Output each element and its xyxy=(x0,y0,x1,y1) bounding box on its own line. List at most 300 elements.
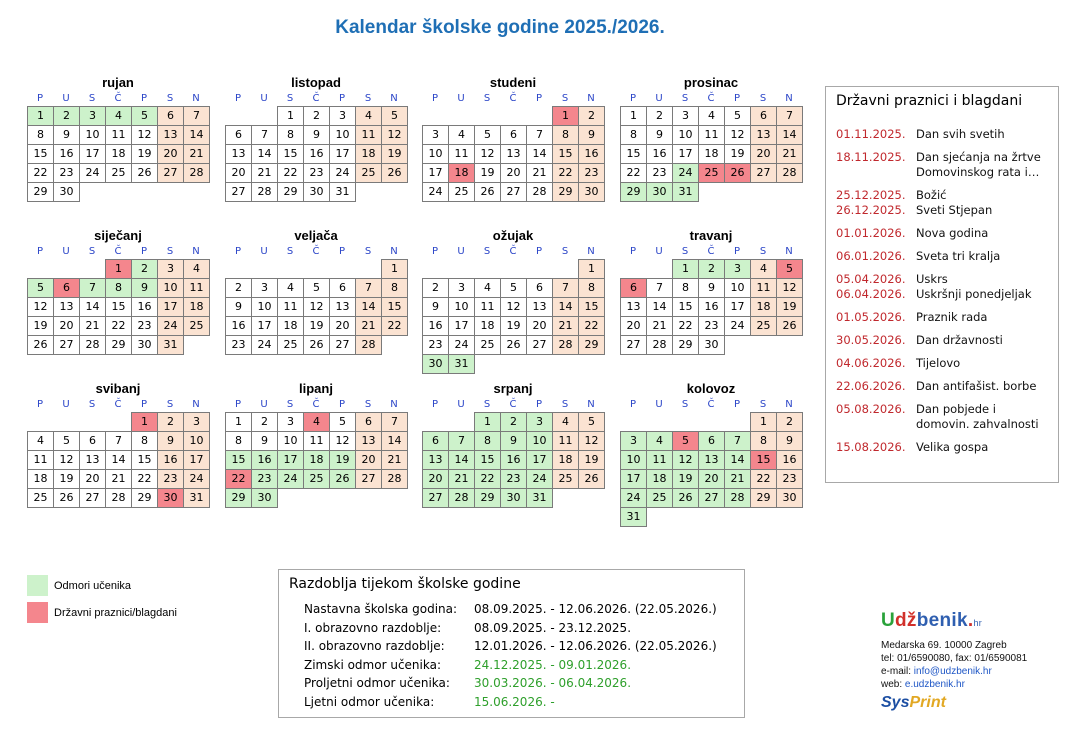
empty-cell xyxy=(27,259,54,279)
day-cell: 6 xyxy=(225,125,252,145)
weekday-label: U xyxy=(62,93,70,104)
day-cell: 24 xyxy=(422,182,449,202)
period-label: I. obrazovno razdoblje: xyxy=(304,620,442,635)
day-cell: 6 xyxy=(329,278,356,298)
holiday-row xyxy=(836,226,1058,241)
day-cell: 22 xyxy=(381,316,408,336)
period-label: Proljetni odmor učenika: xyxy=(304,676,450,690)
weekday-label: N xyxy=(390,246,398,257)
day-cell: 25 xyxy=(27,488,54,508)
day-cell: 25 xyxy=(355,163,382,183)
day-cell: 17 xyxy=(251,316,278,336)
empty-cell xyxy=(448,259,475,279)
publisher-block xyxy=(881,610,1066,712)
weekday-label: P xyxy=(338,399,346,410)
day-cell: 1 xyxy=(105,259,132,279)
weekday-label: Č xyxy=(114,399,122,410)
empty-cell xyxy=(303,259,330,279)
month-days xyxy=(422,259,604,373)
day-cell: 23 xyxy=(157,469,184,489)
day-cell: 18 xyxy=(474,316,501,336)
day-cell: 4 xyxy=(27,431,54,451)
holiday-name: domovin. zahvalnosti xyxy=(916,417,1039,431)
day-cell: 23 xyxy=(646,163,673,183)
weekday-label: P xyxy=(535,93,543,104)
day-cell: 23 xyxy=(53,163,80,183)
weekday-label: S xyxy=(681,93,689,104)
day-cell: 1 xyxy=(27,106,54,126)
day-cell: 16 xyxy=(157,450,184,470)
holiday-group xyxy=(826,310,1058,325)
day-cell: 18 xyxy=(277,316,304,336)
weekday-label: P xyxy=(338,246,346,257)
day-cell: 19 xyxy=(131,144,158,164)
day-cell: 3 xyxy=(277,412,304,432)
day-cell: 29 xyxy=(620,182,647,202)
day-cell: 26 xyxy=(53,488,80,508)
day-cell: 24 xyxy=(277,469,304,489)
weekday-label: P xyxy=(431,246,439,257)
day-cell: 21 xyxy=(79,316,106,336)
day-cell: 19 xyxy=(776,297,803,317)
day-cell: 17 xyxy=(672,144,699,164)
day-cell: 26 xyxy=(303,335,330,355)
day-cell: 26 xyxy=(27,335,54,355)
day-cell: 30 xyxy=(422,354,449,374)
weekday-label: Č xyxy=(509,246,517,257)
month-days xyxy=(27,412,209,507)
day-cell: 6 xyxy=(698,431,725,451)
weekday-label: S xyxy=(759,246,767,257)
day-cell: 5 xyxy=(329,412,356,432)
day-cell: 18 xyxy=(303,450,330,470)
day-cell: 31 xyxy=(526,488,553,508)
day-cell: 15 xyxy=(381,297,408,317)
holidays-list xyxy=(826,127,1058,455)
period-value: 24.12.2025. - 09.01.2026. xyxy=(474,657,632,672)
day-cell: 20 xyxy=(157,144,184,164)
month-name: prosinac xyxy=(683,75,739,90)
day-cell: 2 xyxy=(131,259,158,279)
day-cell: 16 xyxy=(698,297,725,317)
day-cell: 20 xyxy=(750,144,777,164)
day-cell: 7 xyxy=(646,278,673,298)
day-cell: 21 xyxy=(646,316,673,336)
day-cell: 22 xyxy=(578,316,605,336)
day-cell: 28 xyxy=(776,163,803,183)
period-row xyxy=(279,637,744,656)
day-cell: 14 xyxy=(79,297,106,317)
day-cell: 6 xyxy=(500,125,527,145)
day-cell: 14 xyxy=(381,431,408,451)
day-cell: 11 xyxy=(448,144,475,164)
holiday-row xyxy=(836,203,1058,218)
day-cell: 11 xyxy=(698,125,725,145)
day-cell: 25 xyxy=(698,163,725,183)
day-cell: 21 xyxy=(776,144,803,164)
month-1 xyxy=(27,74,209,201)
day-cell: 16 xyxy=(646,144,673,164)
day-cell: 29 xyxy=(27,182,54,202)
day-cell: 27 xyxy=(500,182,527,202)
day-cell: 26 xyxy=(329,469,356,489)
day-cell: 18 xyxy=(698,144,725,164)
day-cell: 15 xyxy=(105,297,132,317)
day-cell: 22 xyxy=(620,163,647,183)
period-label: II. obrazovno razdoblje: xyxy=(304,639,445,653)
weekday-label: U xyxy=(457,93,465,104)
holiday-group xyxy=(826,188,1058,218)
day-cell: 5 xyxy=(381,106,408,126)
holiday-row xyxy=(836,188,1058,203)
day-cell: 22 xyxy=(474,469,501,489)
month-days xyxy=(27,106,209,201)
holiday-row xyxy=(836,356,1058,371)
day-cell: 21 xyxy=(381,450,408,470)
day-cell: 25 xyxy=(303,469,330,489)
holiday-date: 22.06.2026. xyxy=(836,379,906,393)
day-cell: 25 xyxy=(183,316,210,336)
weekday-label: P xyxy=(338,93,346,104)
day-cell: 14 xyxy=(724,450,751,470)
day-cell: 1 xyxy=(750,412,777,432)
holiday-date: 01.01.2026. xyxy=(836,226,906,240)
day-cell: 8 xyxy=(474,431,501,451)
day-cell: 22 xyxy=(131,469,158,489)
weekday-label: Č xyxy=(707,246,715,257)
weekday-label: S xyxy=(88,93,96,104)
holiday-date: 18.11.2025. xyxy=(836,150,906,164)
day-cell: 12 xyxy=(131,125,158,145)
day-cell: 27 xyxy=(329,335,356,355)
day-cell: 12 xyxy=(578,431,605,451)
day-cell: 4 xyxy=(277,278,304,298)
weekday-header xyxy=(225,92,407,106)
day-cell: 29 xyxy=(474,488,501,508)
holiday-name: Dan antifašist. borbe xyxy=(916,379,1037,393)
weekday-header xyxy=(620,92,802,106)
day-cell: 7 xyxy=(776,106,803,126)
day-cell: 5 xyxy=(724,106,751,126)
day-cell: 10 xyxy=(422,144,449,164)
day-cell: 14 xyxy=(552,297,579,317)
day-cell: 22 xyxy=(552,163,579,183)
day-cell: 8 xyxy=(131,431,158,451)
day-cell: 21 xyxy=(355,316,382,336)
day-cell: 19 xyxy=(578,450,605,470)
day-cell: 7 xyxy=(552,278,579,298)
day-cell: 9 xyxy=(131,278,158,298)
day-cell: 31 xyxy=(157,335,184,355)
day-cell: 11 xyxy=(474,297,501,317)
day-cell: 23 xyxy=(776,469,803,489)
day-cell: 9 xyxy=(578,125,605,145)
day-cell: 12 xyxy=(329,431,356,451)
holiday-group xyxy=(826,402,1058,432)
empty-cell xyxy=(105,412,132,432)
holiday-row xyxy=(836,310,1058,325)
day-cell: 10 xyxy=(724,278,751,298)
weekday-label: U xyxy=(655,399,663,410)
day-cell: 12 xyxy=(500,297,527,317)
day-cell: 11 xyxy=(646,450,673,470)
weekday-label: S xyxy=(561,93,569,104)
day-cell: 20 xyxy=(79,469,106,489)
day-cell: 19 xyxy=(27,316,54,336)
day-cell: 21 xyxy=(448,469,475,489)
day-cell: 16 xyxy=(303,144,330,164)
empty-cell xyxy=(53,412,80,432)
day-cell: 7 xyxy=(381,412,408,432)
month-name: kolovoz xyxy=(686,381,736,396)
day-cell: 24 xyxy=(672,163,699,183)
day-cell: 19 xyxy=(724,144,751,164)
day-cell: 4 xyxy=(552,412,579,432)
empty-cell xyxy=(422,106,449,126)
weekday-label: Č xyxy=(114,246,122,257)
day-cell: 29 xyxy=(225,488,252,508)
day-cell: 2 xyxy=(578,106,605,126)
day-cell: 30 xyxy=(646,182,673,202)
day-cell: 21 xyxy=(183,144,210,164)
day-cell: 2 xyxy=(303,106,330,126)
day-cell: 29 xyxy=(105,335,132,355)
weekday-label: N xyxy=(192,93,200,104)
day-cell: 1 xyxy=(474,412,501,432)
day-cell: 4 xyxy=(474,278,501,298)
legend-swatch-holidays xyxy=(27,602,48,623)
day-cell: 28 xyxy=(183,163,210,183)
day-cell: 17 xyxy=(157,297,184,317)
empty-cell xyxy=(724,412,751,432)
day-cell: 26 xyxy=(776,316,803,336)
day-cell: 16 xyxy=(53,144,80,164)
day-cell: 22 xyxy=(225,469,252,489)
holiday-row xyxy=(836,127,1058,142)
day-cell: 15 xyxy=(474,450,501,470)
day-cell: 13 xyxy=(79,450,106,470)
day-cell: 13 xyxy=(157,125,184,145)
weekday-label: P xyxy=(535,246,543,257)
weekday-header xyxy=(422,398,604,412)
holiday-name: Dan svih svetih xyxy=(916,127,1005,141)
email-link[interactable]: info@udzbenik.hr xyxy=(913,666,992,677)
weekday-label: N xyxy=(390,93,398,104)
period-value: 08.09.2025. - 23.12.2025. xyxy=(474,620,632,635)
day-cell: 28 xyxy=(251,182,278,202)
web-link[interactable]: e.udzbenik.hr xyxy=(904,679,965,690)
holiday-row xyxy=(836,150,1058,165)
day-cell: 23 xyxy=(131,316,158,336)
holiday-group xyxy=(826,272,1058,302)
day-cell: 9 xyxy=(698,278,725,298)
holiday-date: 05.08.2026. xyxy=(836,402,906,416)
holiday-name: Sveti Stjepan xyxy=(916,203,993,217)
empty-cell xyxy=(646,259,673,279)
holiday-row xyxy=(836,402,1058,417)
weekday-label: P xyxy=(36,246,44,257)
day-cell: 16 xyxy=(500,450,527,470)
weekday-label: P xyxy=(733,93,741,104)
publisher-web: web: e.udzbenik.hr xyxy=(881,679,965,690)
day-cell: 28 xyxy=(448,488,475,508)
weekday-label: S xyxy=(681,399,689,410)
day-cell: 3 xyxy=(183,412,210,432)
day-cell: 25 xyxy=(646,488,673,508)
day-cell: 17 xyxy=(526,450,553,470)
day-cell: 3 xyxy=(251,278,278,298)
weekday-label: P xyxy=(36,399,44,410)
day-cell: 2 xyxy=(422,278,449,298)
weekday-label: Č xyxy=(312,93,320,104)
month-name: svibanj xyxy=(95,381,141,396)
day-cell: 5 xyxy=(303,278,330,298)
empty-cell xyxy=(672,412,699,432)
day-cell: 29 xyxy=(750,488,777,508)
day-cell: 17 xyxy=(329,144,356,164)
empty-cell xyxy=(277,259,304,279)
period-label: Zimski odmor učenika: xyxy=(304,657,441,672)
day-cell: 18 xyxy=(183,297,210,317)
day-cell: 10 xyxy=(277,431,304,451)
weekday-label: U xyxy=(457,399,465,410)
day-cell: 3 xyxy=(672,106,699,126)
weekday-label: Č xyxy=(509,399,517,410)
day-cell: 2 xyxy=(646,106,673,126)
day-cell: 12 xyxy=(303,297,330,317)
month-10 xyxy=(225,380,407,507)
day-cell: 1 xyxy=(381,259,408,279)
weekday-label: Č xyxy=(312,399,320,410)
day-cell: 5 xyxy=(27,278,54,298)
day-cell: 14 xyxy=(526,144,553,164)
empty-cell xyxy=(620,259,647,279)
weekday-label: U xyxy=(260,399,268,410)
day-cell: 12 xyxy=(381,125,408,145)
empty-cell xyxy=(251,259,278,279)
day-cell: 2 xyxy=(698,259,725,279)
weekday-label: S xyxy=(166,93,174,104)
month-name: srpanj xyxy=(493,381,533,396)
day-cell: 11 xyxy=(303,431,330,451)
day-cell: 25 xyxy=(474,335,501,355)
day-cell: 31 xyxy=(620,507,647,527)
day-cell: 11 xyxy=(105,125,132,145)
day-cell: 15 xyxy=(672,297,699,317)
day-cell: 2 xyxy=(776,412,803,432)
month-7 xyxy=(422,227,604,373)
day-cell: 17 xyxy=(448,316,475,336)
weekday-label: S xyxy=(166,246,174,257)
weekday-label: P xyxy=(36,93,44,104)
weekday-label: S xyxy=(561,399,569,410)
month-days xyxy=(422,412,604,507)
legend-swatch-breaks xyxy=(27,575,48,596)
day-cell: 18 xyxy=(355,144,382,164)
weekday-label: N xyxy=(192,399,200,410)
month-4 xyxy=(620,74,802,201)
month-days xyxy=(27,259,209,354)
holiday-date: 01.05.2026. xyxy=(836,310,906,324)
day-cell: 3 xyxy=(157,259,184,279)
day-cell: 15 xyxy=(277,144,304,164)
day-cell: 25 xyxy=(448,182,475,202)
weekday-label: S xyxy=(483,246,491,257)
day-cell: 11 xyxy=(750,278,777,298)
holiday-date xyxy=(836,165,916,180)
month-name: rujan xyxy=(102,75,134,90)
period-value: 30.03.2026. - 06.04.2026. xyxy=(474,676,632,690)
period-row xyxy=(279,693,744,712)
day-cell: 19 xyxy=(329,450,356,470)
day-cell: 30 xyxy=(776,488,803,508)
day-cell: 13 xyxy=(750,125,777,145)
day-cell: 22 xyxy=(105,316,132,336)
day-cell: 3 xyxy=(526,412,553,432)
day-cell: 27 xyxy=(355,469,382,489)
day-cell: 21 xyxy=(251,163,278,183)
day-cell: 5 xyxy=(672,431,699,451)
day-cell: 29 xyxy=(552,182,579,202)
day-cell: 27 xyxy=(53,335,80,355)
day-cell: 13 xyxy=(698,450,725,470)
holiday-name: Velika gospa xyxy=(916,440,989,454)
holiday-date: 26.12.2025. xyxy=(836,203,906,217)
weekday-label: P xyxy=(431,399,439,410)
weekday-label: P xyxy=(234,93,242,104)
day-cell: 20 xyxy=(225,163,252,183)
day-cell: 10 xyxy=(157,278,184,298)
day-cell: 20 xyxy=(422,469,449,489)
month-12 xyxy=(620,380,802,526)
periods-title: Razdoblja tijekom školske godine xyxy=(289,576,521,592)
day-cell: 12 xyxy=(474,144,501,164)
month-days xyxy=(620,106,802,201)
day-cell: 18 xyxy=(105,144,132,164)
month-days xyxy=(225,412,407,507)
day-cell: 27 xyxy=(620,335,647,355)
day-cell: 27 xyxy=(526,335,553,355)
day-cell: 30 xyxy=(157,488,184,508)
holiday-group xyxy=(826,150,1058,180)
day-cell: 6 xyxy=(157,106,184,126)
day-cell: 13 xyxy=(225,144,252,164)
holiday-date: 06.04.2026. xyxy=(836,287,906,301)
weekday-label: U xyxy=(260,246,268,257)
day-cell: 7 xyxy=(183,106,210,126)
weekday-label: P xyxy=(140,246,148,257)
weekday-label: P xyxy=(733,399,741,410)
day-cell: 14 xyxy=(448,450,475,470)
day-cell: 5 xyxy=(131,106,158,126)
day-cell: 13 xyxy=(355,431,382,451)
empty-cell xyxy=(53,259,80,279)
day-cell: 9 xyxy=(53,125,80,145)
day-cell: 20 xyxy=(329,316,356,336)
day-cell: 22 xyxy=(750,469,777,489)
empty-cell xyxy=(526,106,553,126)
day-cell: 26 xyxy=(500,335,527,355)
day-cell: 6 xyxy=(422,431,449,451)
month-days xyxy=(225,259,407,354)
period-row xyxy=(279,619,744,638)
day-cell: 6 xyxy=(526,278,553,298)
day-cell: 5 xyxy=(474,125,501,145)
period-label: Nastavna školska godina: xyxy=(304,602,458,616)
day-cell: 23 xyxy=(225,335,252,355)
periods-list xyxy=(279,600,744,711)
day-cell: 15 xyxy=(27,144,54,164)
